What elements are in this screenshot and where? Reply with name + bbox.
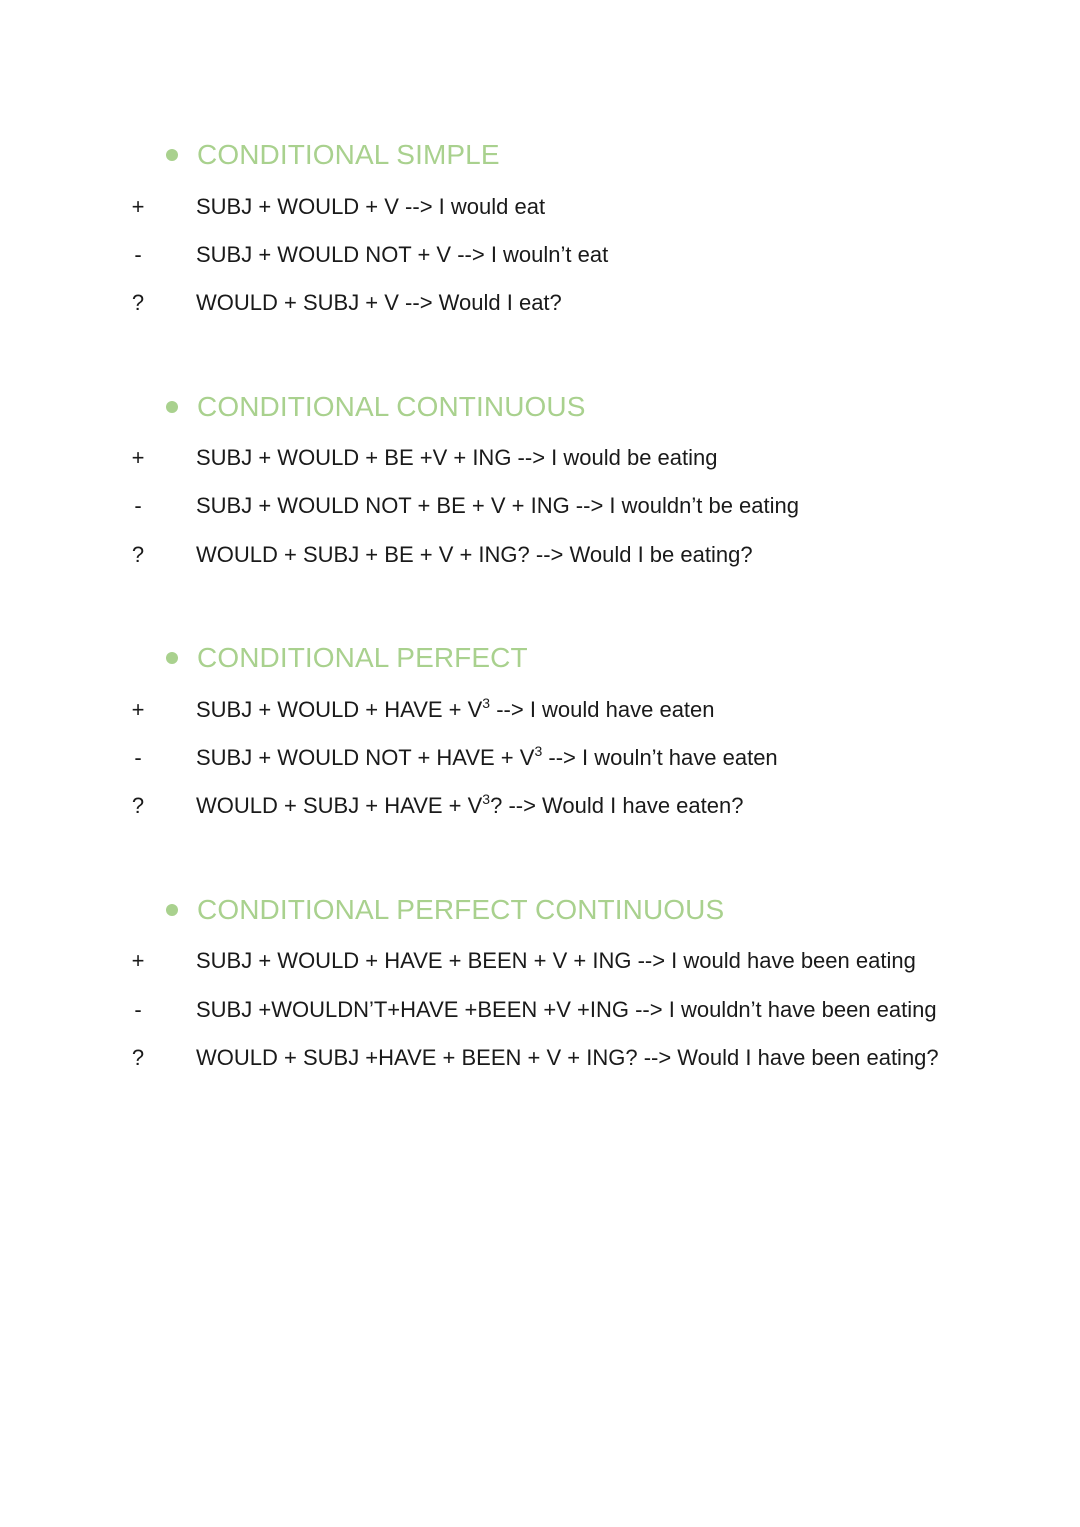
- rule-row-negative: [0, 238, 1080, 272]
- superscript-three: 3: [482, 790, 491, 807]
- rule-formula: SUBJ + WOULD + HAVE + BEEN + V + ING --> I would have been eating: [196, 948, 916, 973]
- section-title: CONDITIONAL PERFECT CONTINUOUS: [197, 894, 725, 925]
- sign-positive: +: [131, 194, 145, 219]
- rule-formula: SUBJ + WOULD NOT + BE + V + ING --> I wouldn’t be eating: [196, 493, 800, 518]
- rule-row-negative: [0, 489, 1080, 523]
- rule-row-positive: [0, 944, 1080, 978]
- rule-formula: SUBJ + WOULD + V --> I would eat: [196, 194, 546, 219]
- sign-question: ?: [131, 290, 145, 315]
- sign-question: ?: [131, 1045, 145, 1070]
- bullet-icon: [166, 904, 178, 916]
- rule-row-negative: [0, 993, 1080, 1027]
- rule-formula: WOULD + SUBJ +HAVE + BEEN + V + ING? --> Would I have been eating?: [196, 1045, 939, 1070]
- section-heading: [166, 135, 500, 175]
- bullet-icon: [166, 652, 178, 664]
- rule-formula: SUBJ + WOULD + BE +V + ING --> I would be eating: [196, 445, 718, 470]
- rule-formula: WOULD + SUBJ + BE + V + ING? --> Would I be eating?: [196, 542, 753, 567]
- rule-row-question: [0, 1041, 1080, 1075]
- rule-formula: WOULD + SUBJ + V --> Would I eat?: [196, 290, 562, 315]
- section-heading: [166, 890, 724, 930]
- rule-row-positive: [0, 693, 1080, 727]
- rule-formula: SUBJ + WOULD NOT + V --> I wouln’t eat: [196, 242, 609, 267]
- section-heading: [166, 638, 528, 678]
- rule-row-question: [0, 286, 1080, 320]
- rule-row-negative: [0, 741, 1080, 775]
- section-title: CONDITIONAL PERFECT: [197, 642, 528, 673]
- rule-formula: SUBJ + WOULD NOT + HAVE + $V^3$ --> I wouln’t have eaten: [196, 742, 778, 770]
- sign-negative: -: [134, 997, 142, 1022]
- section-title: CONDITIONAL CONTINUOUS: [197, 391, 586, 422]
- sign-question: ?: [131, 542, 145, 567]
- rule-row-question: [0, 538, 1080, 572]
- rule-formula: WOULD + SUBJ + HAVE + $V^3$? --> Would I have eaten?: [196, 790, 744, 818]
- sign-negative: -: [134, 242, 142, 267]
- superscript-three: 3: [482, 694, 491, 711]
- sign-positive: +: [131, 948, 145, 973]
- section-title: CONDITIONAL SIMPLE: [197, 139, 500, 170]
- rule-row-positive: [0, 190, 1080, 224]
- sign-negative: -: [134, 493, 142, 518]
- sign-negative: -: [134, 745, 142, 770]
- bullet-icon: [166, 401, 178, 413]
- sign-question: ?: [131, 793, 145, 818]
- sign-positive: +: [131, 697, 145, 722]
- section-heading: [166, 387, 586, 427]
- rule-row-question: [0, 789, 1080, 823]
- superscript-three: 3: [534, 742, 543, 759]
- rule-formula: SUBJ + WOULD + HAVE + $V^3$ --> I would have eaten: [196, 694, 715, 722]
- bullet-icon: [166, 149, 178, 161]
- rule-formula: SUBJ +WOULDN’T+HAVE +BEEN +V +ING --> I wouldn’t have been eating: [196, 997, 937, 1022]
- rule-row-positive: [0, 441, 1080, 475]
- sign-positive: +: [131, 445, 145, 470]
